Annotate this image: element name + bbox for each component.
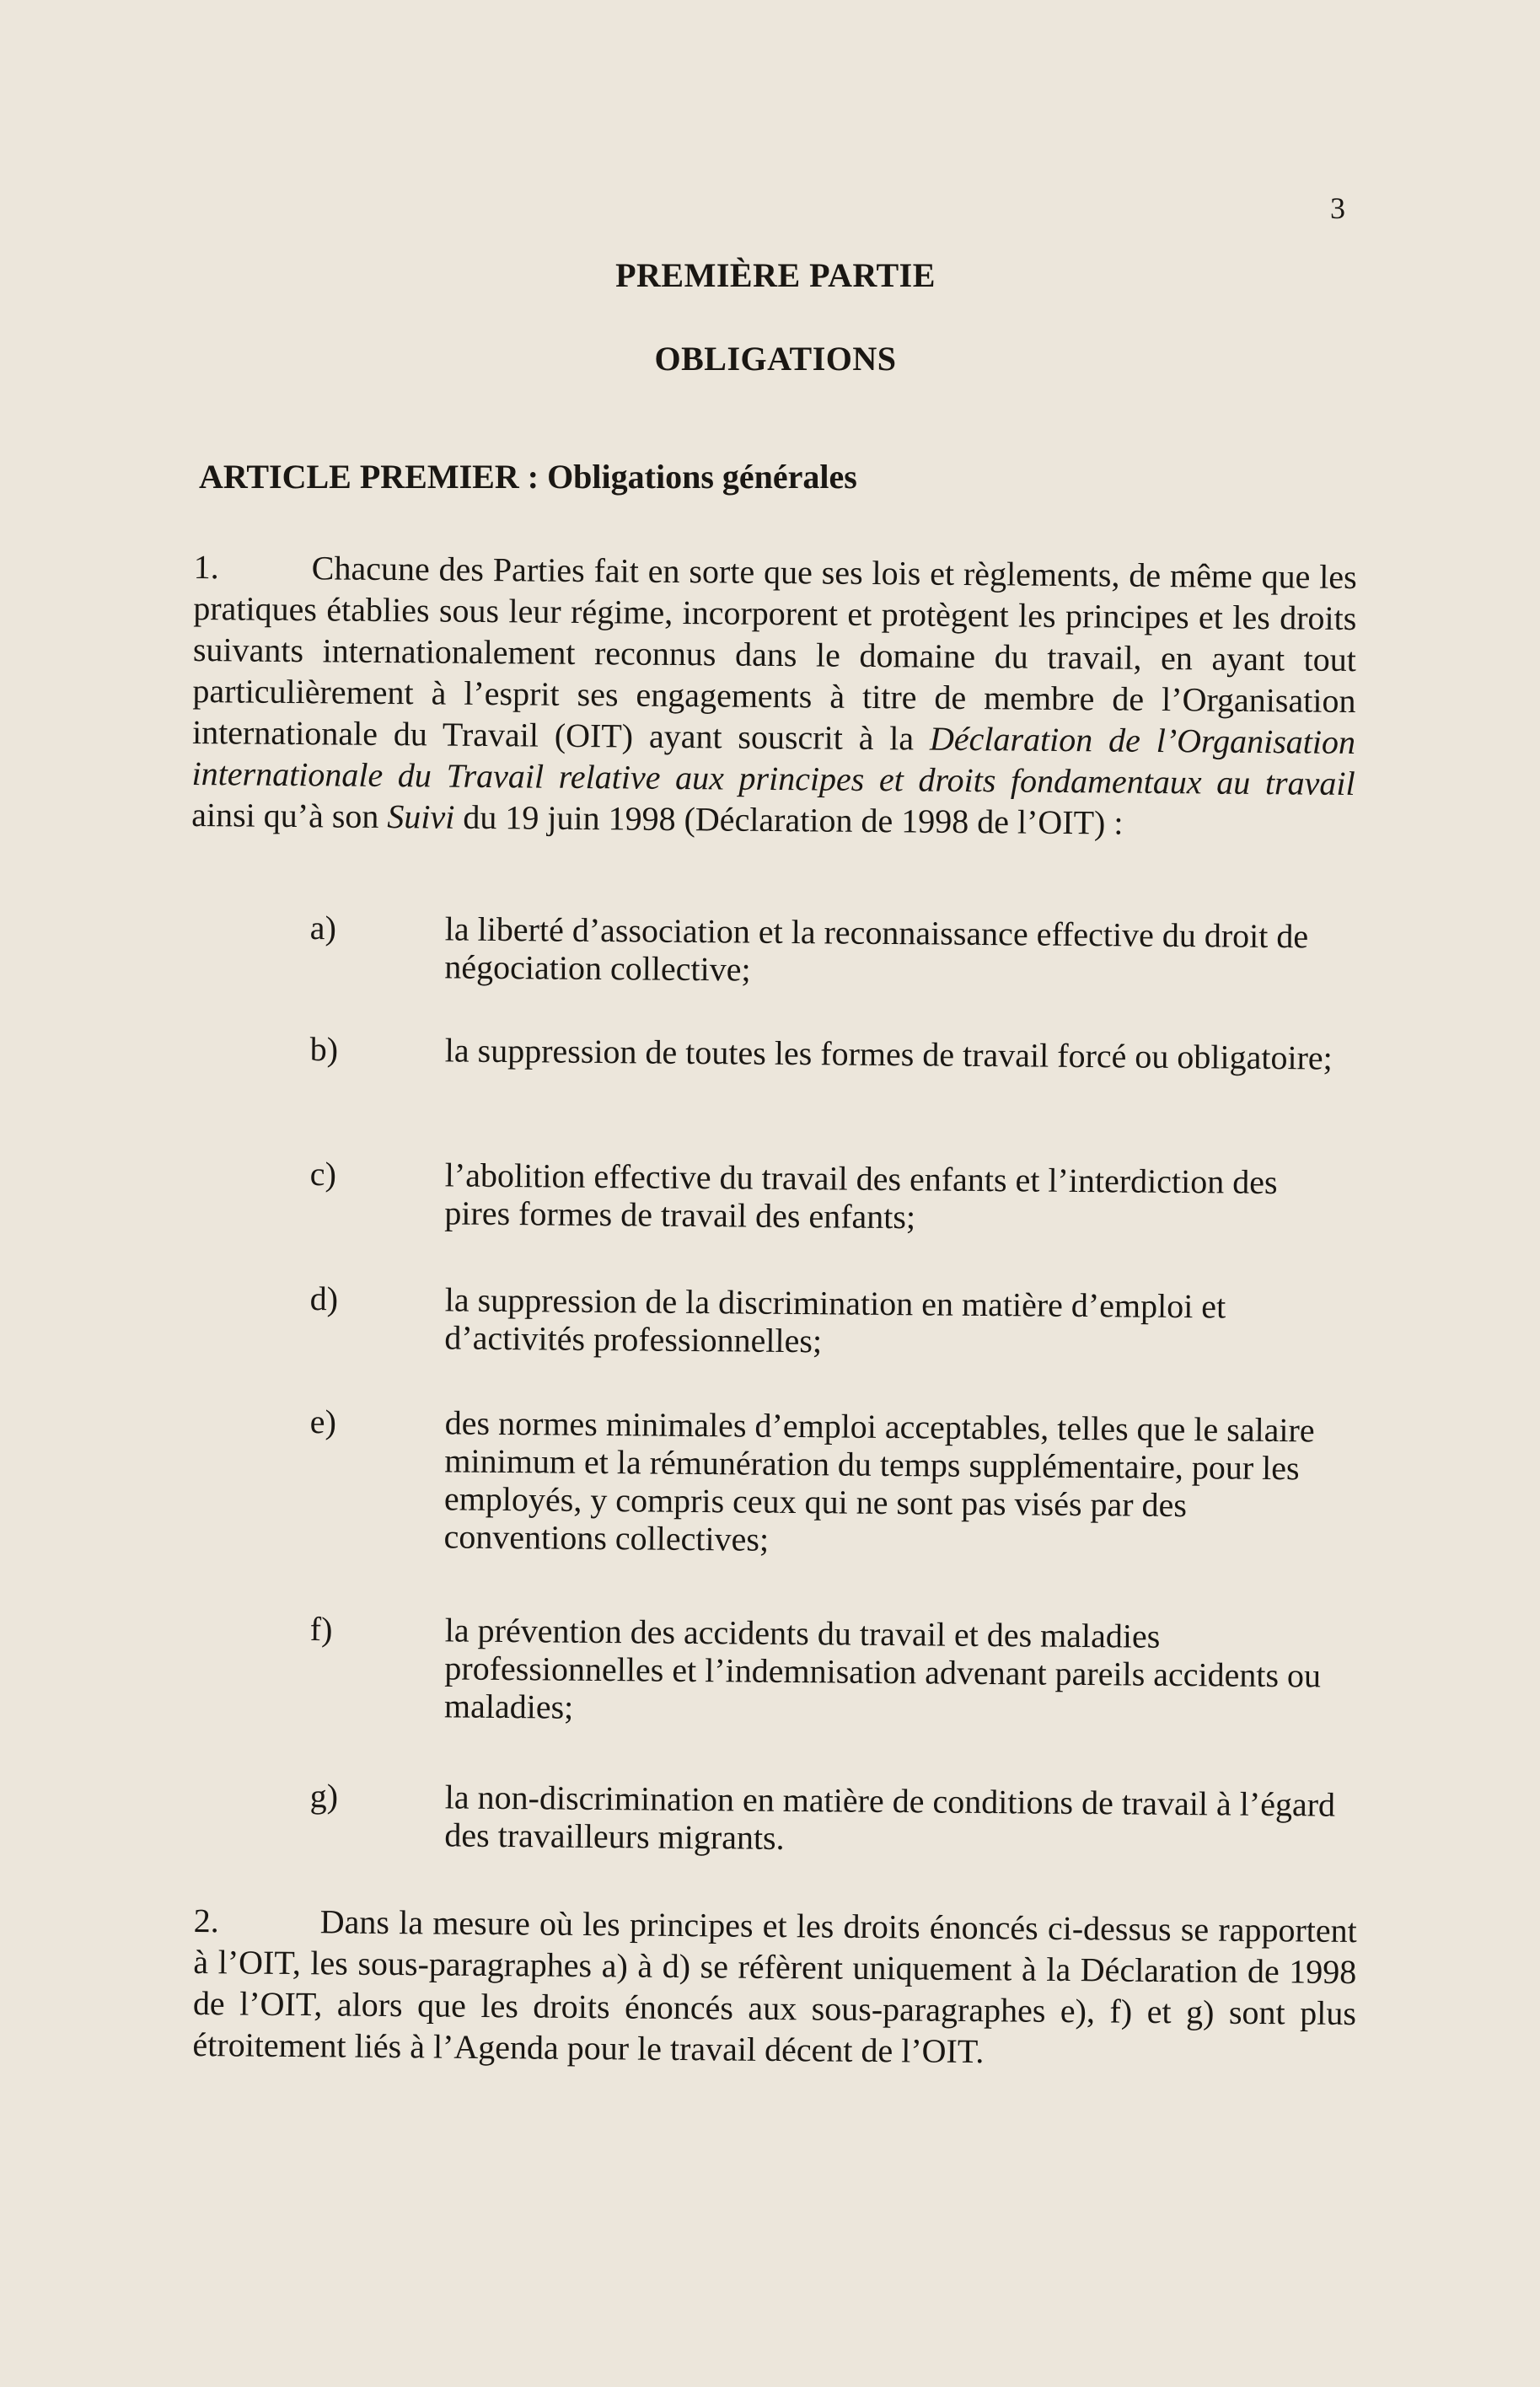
declaration-title: Déclaration de l’Organisation internationale du Travail relative aux principes et droits fondamentaux au travail <box>191 719 1356 803</box>
list-item-letter: g) <box>309 1777 339 1816</box>
list-item-b <box>310 1030 1339 1077</box>
section-title: OBLIGATIONS <box>654 340 897 378</box>
list-item-f <box>309 1610 1339 1733</box>
list-item-letter: d) <box>309 1279 339 1318</box>
list-item-c <box>309 1155 1339 1240</box>
paragraph-2-text: Dans la mesure où les principes et les droits énoncés ci-dessus se rapportent à l’OIT, les sous-paragraphes a) à d) se réfèrent uniquement à la Déclaration de 1998 de l’OIT, alors que les droits énoncés aux sous-paragraphes e), f) et g) sont plus étroitement liés à l’Agenda pour le travail décent de l’OIT. <box>192 1902 1357 2071</box>
list-item-g <box>309 1777 1339 1862</box>
list-item-letter: f) <box>309 1610 333 1649</box>
list-item-text: la suppression de la discrimination en matière d’emploi et d’activités professionnelles; <box>444 1280 1226 1360</box>
part-title: PREMIÈRE PARTIE <box>615 256 936 294</box>
list-item-letter: b) <box>309 1030 339 1069</box>
paragraph-1-intro: Chacune des Parties fait en sorte que ses lois et règlements, de même que les pratiques établies sous leur régime, incorporent et protègent les principes et les droits suivants internationalement reconnus dans le domaine du travail, en ayant tout particulièrement à l’esprit ses engagements à titre de membre de l’Organisation internationale du Travail (OIT) ayant souscrit à la <box>191 549 1357 758</box>
paragraph-2-number: 2. <box>193 1902 219 1940</box>
list-item-text: la prévention des accidents du travail et des maladies professionnelles et l’indemnisation advenant pareils accidents ou maladies; <box>443 1611 1322 1726</box>
list-item-text: l’abolition effective du travail des enfants et l’interdiction des pires formes de travail des enfants; <box>444 1156 1278 1236</box>
page-number: 3 <box>1330 191 1345 225</box>
list-item-d <box>309 1279 1339 1365</box>
list-item-text: la suppression de toutes les formes de travail forcé ou obligatoire; <box>444 1031 1333 1077</box>
list-item-a <box>309 909 1339 994</box>
paragraph-1-middle: ainsi qu’à son <box>191 795 388 836</box>
paragraph-1-number: 1. <box>193 547 219 587</box>
list-item-letter: e) <box>309 1403 337 1441</box>
list-item-letter: c) <box>309 1155 337 1194</box>
list-item-text: la liberté d’association et la reconnaissance effective du droit de négociation collective; <box>444 909 1309 989</box>
list-item-text: la non-discrimination en matière de conditions de travail à l’égard des travailleurs migrants. <box>444 1778 1336 1857</box>
article-heading: ARTICLE PREMIER : Obligations générales <box>199 458 857 496</box>
suivi-word: Suivi <box>387 797 455 836</box>
paragraph-2 <box>192 1900 1357 2075</box>
list-item-letter: a) <box>309 909 337 947</box>
list-item-e <box>309 1403 1339 1564</box>
paragraph-1 <box>191 546 1357 845</box>
list-item-text: des normes minimales d’emploi acceptables, telles que le salaire minimum et la rémunération du temps supplémentaire, pour les employés, y compris ceux qui ne sont pas visés par des conventions collectives; <box>443 1403 1315 1558</box>
paragraph-1-end: du 19 juin 1998 (Déclaration de 1998 de l’OIT) : <box>454 797 1124 842</box>
